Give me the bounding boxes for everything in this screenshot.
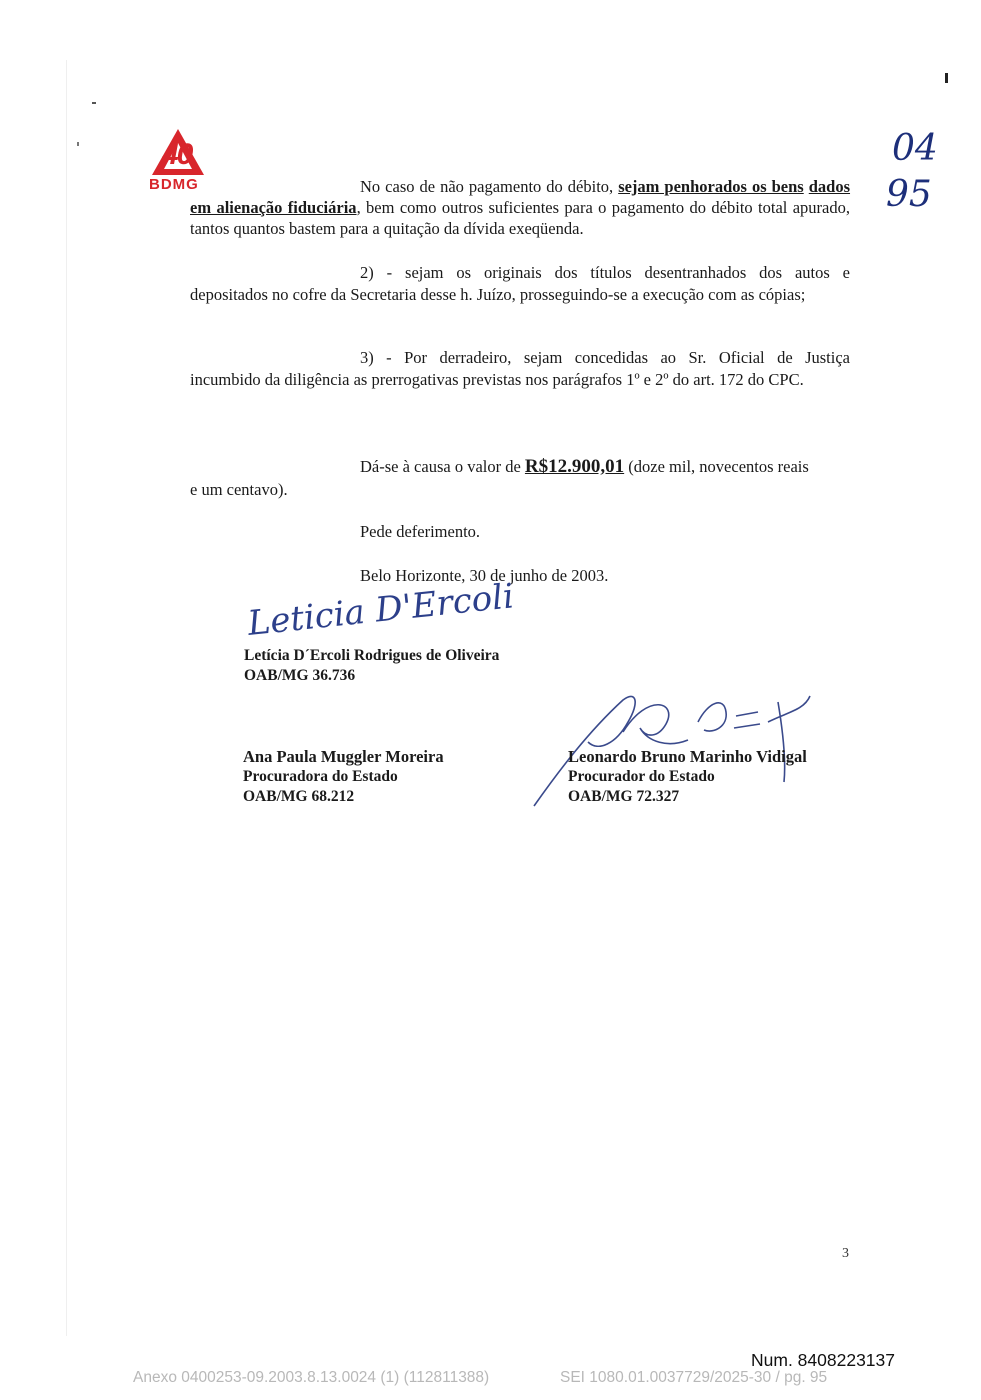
signatory-2-role: Procuradora do Estado [243, 768, 398, 785]
signatory-3-oab: OAB/MG 72.327 [568, 788, 680, 805]
signatory-2-name: Ana Paula Muggler Moreira [243, 747, 444, 766]
valor-line [360, 456, 850, 477]
signatory-1-name: Letícia D´Ercoli Rodrigues de Oliveira [244, 647, 500, 664]
paragraph-2-rest: depositados no cofre da Secretaria desse h. Juízo, prosseguindo-se a execução com as cópias; [190, 285, 806, 304]
margin-note-line1: 04 [892, 128, 938, 169]
pede-deferimento: Pede deferimento. [360, 522, 481, 541]
signatory-2-oab: OAB/MG 68.212 [243, 788, 355, 805]
document-number: Num. 8408223137 [751, 1350, 895, 1370]
footer-annex: Anexo 0400253-09.2003.8.13.0024 (1) (112811388) [133, 1369, 490, 1386]
scan-speck [945, 73, 948, 83]
signatory-1 [244, 646, 499, 686]
p1-bold1: sejam penhorados os bens [618, 177, 804, 196]
logo-brand: BDMG [149, 176, 199, 193]
valor-line2: e um centavo). [190, 480, 288, 499]
paragraph-3-rest: incumbido da diligência as prerrogativas previstas nos parágrafos 1º e 2º do art. 172 do CPC. [190, 370, 804, 389]
signatory-3-name: Leonardo Bruno Marinho Vidigal [568, 747, 807, 766]
paragraph-2-first: 2) - sejam os originais dos títulos desentranhados dos autos e [360, 263, 850, 282]
scan-speck [92, 102, 96, 104]
paragraph-penhora [190, 176, 850, 239]
margin-note-line2: 95 [886, 174, 932, 215]
date-line: Belo Horizonte, 30 de junho de 2003. [360, 566, 609, 585]
signature-leticia: Leticia D'Ercoli [245, 576, 516, 644]
p1-bold2: dados em alienação fiduciária [190, 177, 851, 217]
signatory-1-oab: OAB/MG 36.736 [244, 667, 356, 684]
margin-note [886, 126, 946, 218]
valor-amount: R$12.900,01 [524, 456, 625, 477]
valor-tail: (doze mil, novecentos reais [628, 457, 809, 476]
logo-anos: anos [180, 166, 202, 176]
valor-lead: Dá-se à causa o valor de [360, 457, 521, 476]
scan-speck [77, 142, 79, 146]
footer-sei: SEI 1080.01.0037729/2025-30 / pg. 95 [560, 1369, 828, 1386]
p1-lead: No caso de não pagamento do débito, [360, 177, 614, 196]
signatory-2 [243, 747, 444, 807]
logo-years: 40 [162, 138, 192, 171]
page-mark: 3 [842, 1246, 849, 1261]
signatory-3-role: Procurador do Estado [568, 768, 715, 785]
signatory-3 [568, 747, 807, 807]
scan-edge-line [66, 60, 67, 1336]
paragraph-3-first: 3) - Por derradeiro, sejam concedidas ao Sr. Oficial de Justiça [360, 348, 850, 367]
p1-rest: , bem como outros suficientes para o pagamento do débito total apurado, tantos quantos bastem para a quitação da dívida exeqüenda. [190, 198, 851, 238]
